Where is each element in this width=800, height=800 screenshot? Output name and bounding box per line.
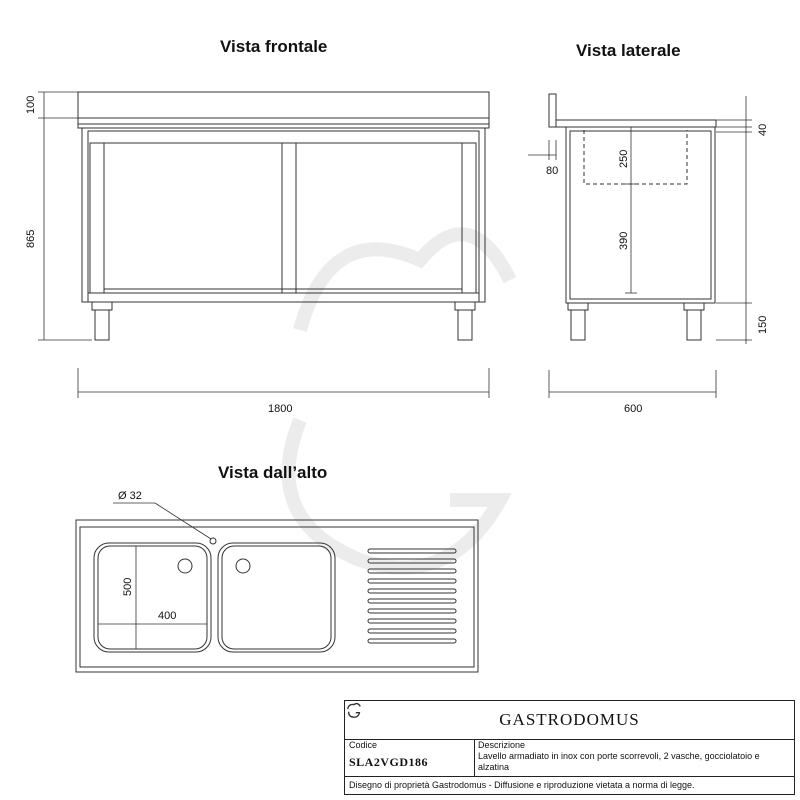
description-value: Lavello armadiato in inox con porte scorrevoli, 2 vasche, gocciolatoio e alzatina <box>478 751 760 772</box>
top-view-title: Vista dall’alto <box>218 463 328 482</box>
side-upstand-height-dim: 40 <box>757 123 769 136</box>
title-block <box>344 700 795 795</box>
description-cell <box>474 739 794 777</box>
front-width-dim: 1800 <box>268 403 293 415</box>
side-view-title: Vista laterale <box>576 41 681 60</box>
side-under-basin-dim: 390 <box>618 231 630 250</box>
top-basin-depth-dim: 500 <box>122 577 134 596</box>
ownership-notice: Disegno di proprietà Gastrodomus - Diffusione e riproduzione vietata a norma di legge. <box>349 780 695 790</box>
code-label: Codice <box>349 740 378 750</box>
code-value: SLA2VGD186 <box>349 755 429 769</box>
side-basin-depth-dim: 250 <box>618 149 630 168</box>
description-label: Descrizione <box>478 740 526 750</box>
brand-name: GASTRODOMUS <box>499 710 640 729</box>
front-upstand-dim: 100 <box>25 95 37 114</box>
front-height-dim: 865 <box>25 229 37 248</box>
tap-hole-dim: Ø 32 <box>118 490 142 502</box>
front-view-title: Vista frontale <box>220 37 328 56</box>
side-upstand-depth-dim: 80 <box>546 165 559 177</box>
brand-logo-icon <box>345 701 363 719</box>
side-depth-dim: 600 <box>624 403 643 415</box>
side-feet-dim: 150 <box>757 315 769 334</box>
brand-row <box>345 701 794 740</box>
top-basin-width-dim: 400 <box>158 610 177 622</box>
code-cell <box>345 739 475 777</box>
